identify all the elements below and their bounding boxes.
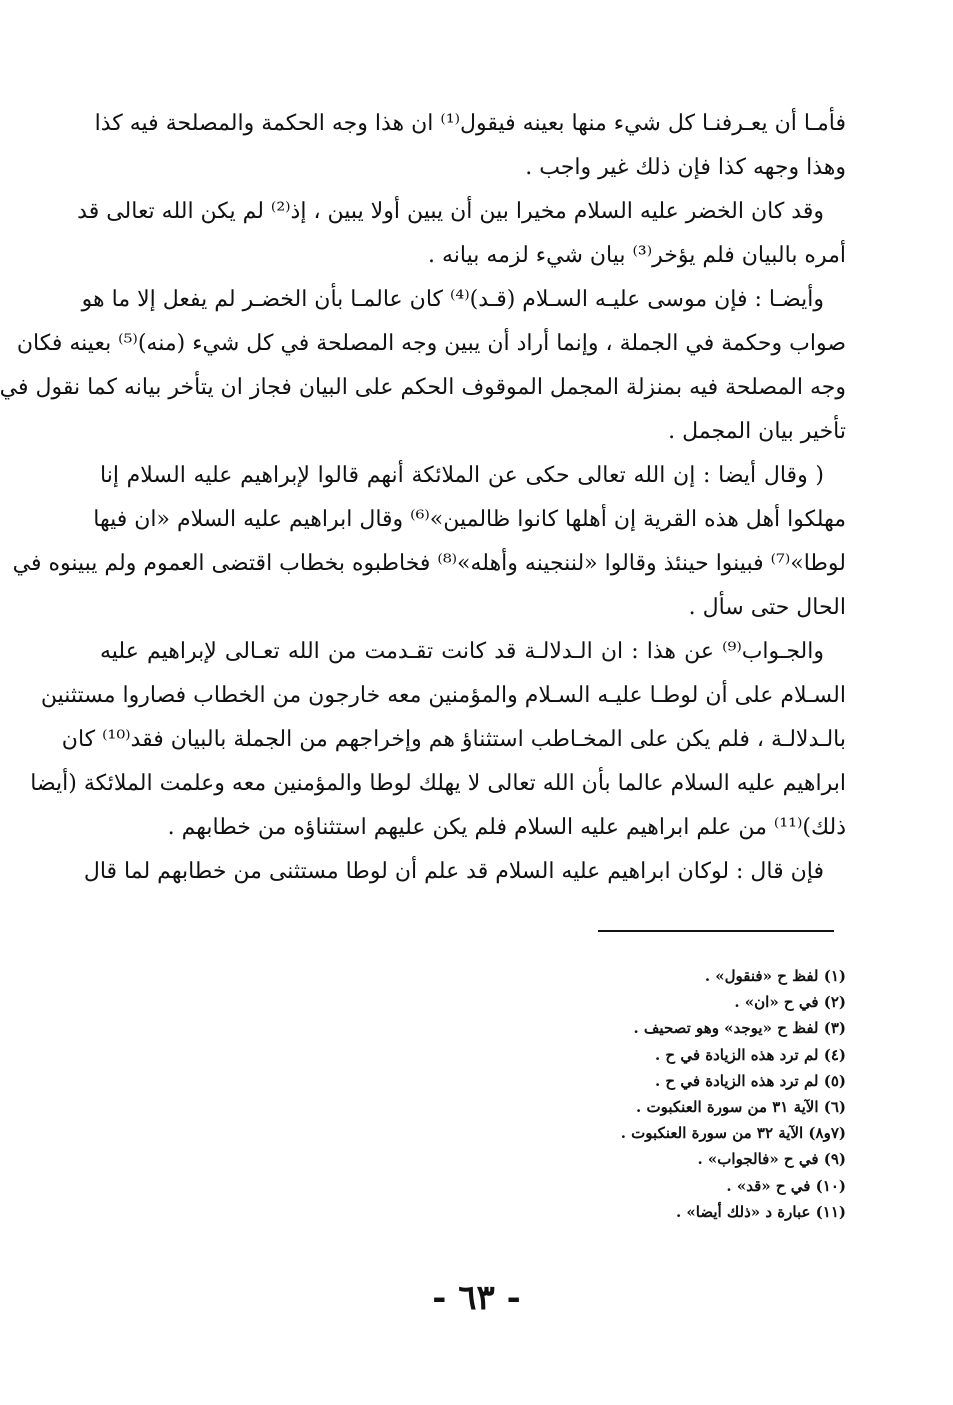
text-line: مهلكوا أهل هذه القرية إن أهلها كانوا ظالمين»⁽⁶⁾ وقال ابراهيم عليه السلام «ان فيها [93, 507, 846, 532]
footnotes [480, 963, 846, 1225]
text-line: وجه المصلحة فيه بمنزلة المجمل الموقوف الحكم على البيان فجاز ان يتأخر بيانه كما نقول في [0, 375, 846, 400]
text-line: فأمـا أن يعـرفنـا كل شيء منها بعينه فيقول⁽¹⁾ ان هذا وجه الحكمة والمصلحة فيه كذا [94, 111, 846, 136]
footnote: (١٠) في ح «قد» . [726, 1176, 846, 1195]
footnote: (١) لفظ ح «فنقول» . [704, 967, 846, 985]
footnote: (٦) الآية ٣١ من سورة العنكبوت . [636, 1097, 846, 1116]
text-line: وهذا وجهه كذا فإن ذلك غير واجب . [525, 155, 846, 180]
text-line: وأيضـا : فإن موسى عليـه السـلام (قـد)⁽⁴⁾ كان عالمـا بأن الخضـر لم يفعل إلا ما هو [81, 287, 824, 312]
footnote: (٧و٨) الآية ٣٢ من سورة العنكبوت . [620, 1124, 846, 1143]
text-line: صواب وحكمة في الجملة ، وإنما أراد أن يبين وجه المصلحة في كل شيء (منه)⁽⁵⁾ بعينه فكان [16, 331, 846, 356]
footnote: (٤) لم ترد هذه الزيادة في ح . [654, 1045, 846, 1064]
text-line: فإن قال : لوكان ابراهيم عليه السلام قد علم أن لوطا مستثنى من خطابهم لما قال [83, 859, 824, 884]
text-line: تأخير بيان المجمل . [668, 419, 846, 444]
text-line: ابراهيم عليه السلام عالما بأن الله تعالى لا يهلك لوطا والمؤمنين معه وعلمت الملائكة (أيضا [30, 771, 846, 796]
text-line: وقد كان الخضر عليه السلام مخيرا بين أن يبين أولا يبين ، إذ⁽²⁾ لم يكن الله تعالى قد [77, 199, 824, 224]
text-line: الحال حتى سأل . [688, 595, 846, 620]
footnote: (٩) في ح «فالجواب» . [697, 1150, 846, 1169]
text-line: السـلام على أن لوطـا عليـه السـلام والمؤمنين معه خارجون من الخطاب فصاروا مستثنين [40, 683, 846, 708]
text-line: بالـدلالـة ، فلم يكن على المخـاطب استثناؤ هم وإخراجهم من الجملة بالبيان فقد⁽¹⁰⁾ كان [61, 727, 846, 752]
footnote: (٢) في ح «ان» . [734, 993, 846, 1012]
text-line: والجـواب⁽⁹⁾ عن هذا : ان الـدلالـة قد كانت تقـدمت من الله تعـالى لإبراهيم عليه [100, 639, 824, 664]
text-line: أمره بالبيان فلم يؤخر⁽³⁾ بيان شيء لزمه بيانه . [427, 243, 846, 268]
footnote: (١١) عبارة د «ذلك أيضا» . [675, 1202, 846, 1221]
main-text [0, 102, 846, 894]
text-line: لوطا»⁽⁷⁾ فبينوا حينئذ وقالوا «لننجينه وأهله»⁽⁸⁾ فخاطبوه بخطاب اقتضى العموم ولم يبينوه في [12, 551, 846, 576]
footnote: (٥) لم ترد هذه الزيادة في ح . [654, 1071, 846, 1090]
page-number: - ٦٣ - [432, 1278, 521, 1318]
footnote: (٣) لفظ ح «يوجد» وهو تصحيف . [633, 1019, 846, 1038]
text-line: ذلك)⁽¹¹⁾ من علم ابراهيم عليه السلام فلم يكن عليهم استثناؤه من خطابهم . [167, 815, 846, 840]
text-line: ( وقال أيضا : إن الله تعالى حكى عن الملائكة أنهم قالوا لإبراهيم عليه السلام إنا [100, 463, 824, 488]
footnote-divider [598, 930, 834, 932]
